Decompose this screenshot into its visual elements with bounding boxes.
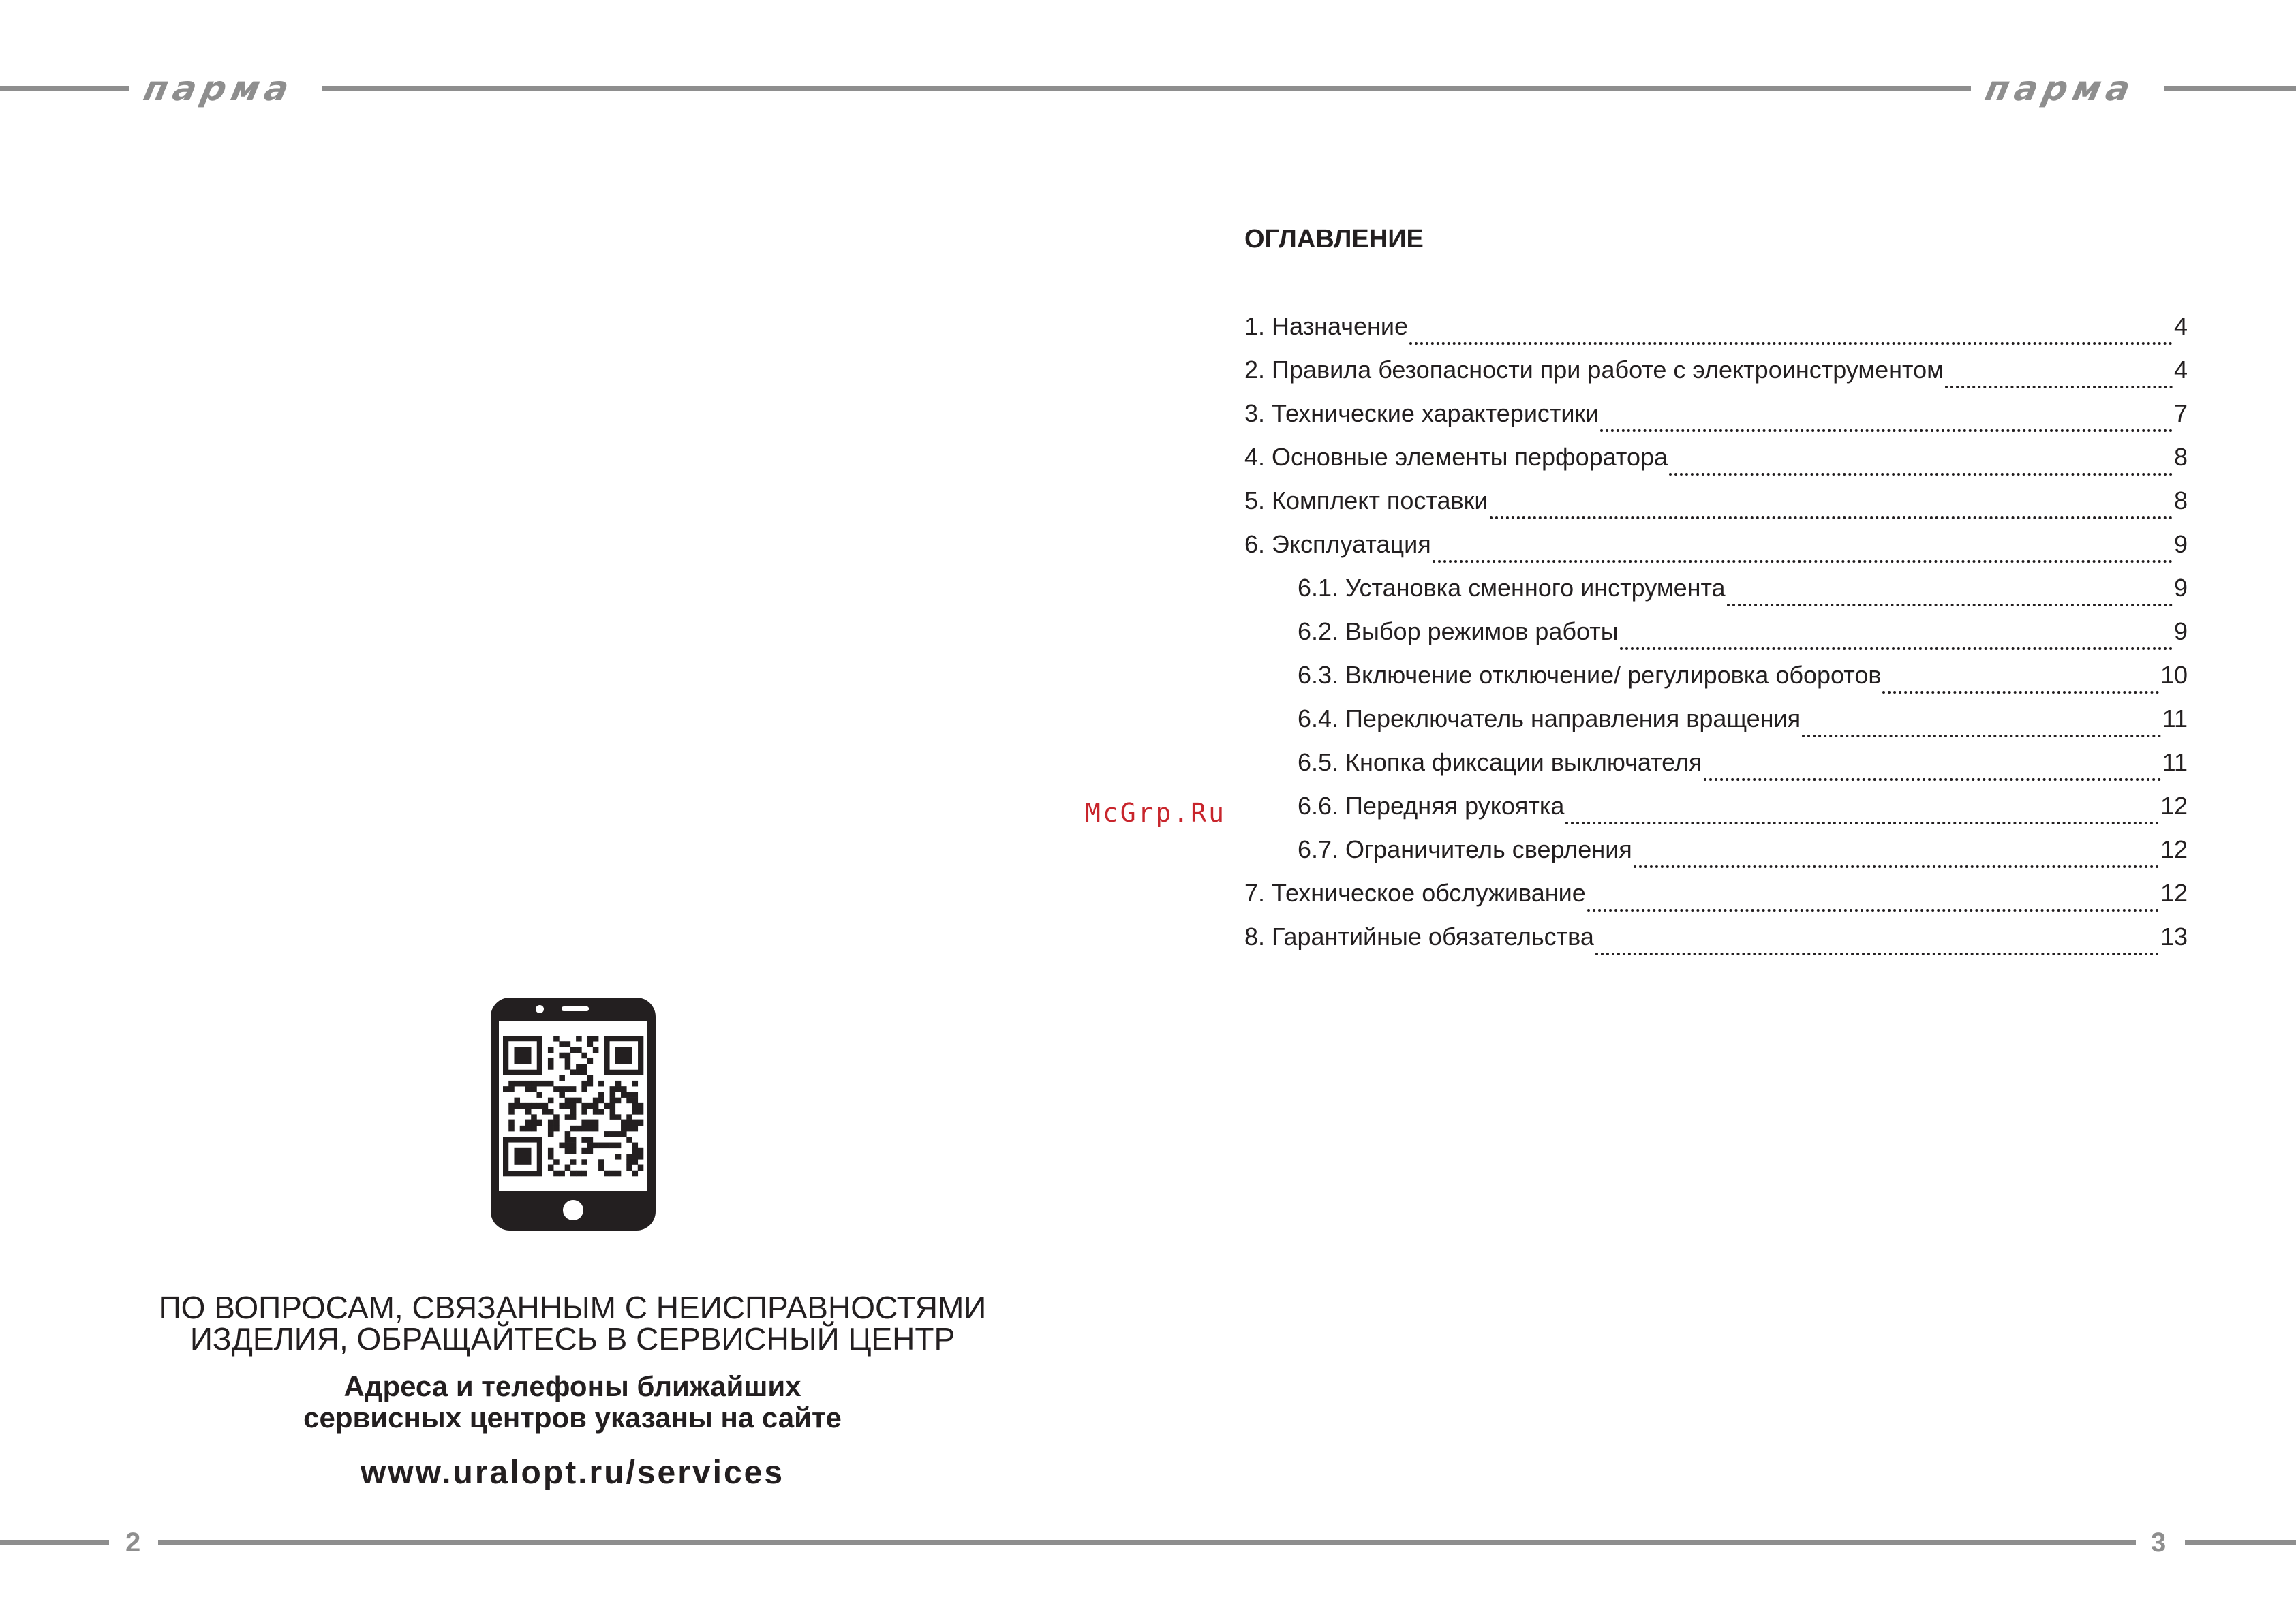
header-rule-left-a — [0, 86, 129, 91]
toc-leader — [1409, 342, 2173, 345]
toc-item-label: 1. Назначение — [1244, 312, 1409, 340]
service-address-note — [136, 1371, 1009, 1434]
toc-leader — [1587, 909, 2159, 912]
toc-item-label: 6.1. Установка сменного инструмента — [1298, 574, 1726, 602]
toc-subitem[interactable] — [1244, 745, 2188, 789]
toc-item-page: 4 — [2173, 312, 2188, 340]
toc-item[interactable] — [1244, 484, 2188, 527]
toc-item[interactable] — [1244, 920, 2188, 963]
toc-item-label: 6.7. Ограничитель сверления — [1298, 835, 1632, 863]
toc-subitem[interactable] — [1244, 571, 2188, 615]
service-notice — [136, 1292, 1009, 1355]
toc-item-page: 9 — [2173, 530, 2188, 558]
service-address-line: сервисных центров указаны на сайте — [303, 1402, 842, 1434]
toc-leader — [1802, 735, 2160, 737]
service-url-link[interactable]: www.uralopt.ru/services — [360, 1455, 785, 1491]
toc-item-label: 6.5. Кнопка фиксации выключателя — [1298, 748, 1702, 776]
toc-item-label: 3. Технические характеристики — [1244, 399, 1599, 427]
toc-item-page: 8 — [2173, 443, 2188, 471]
toc-subitem[interactable] — [1244, 658, 2188, 702]
toc-item-label: 6. Эксплуатация — [1244, 530, 1431, 558]
service-notice-line: ПО ВОПРОСАМ, СВЯЗАННЫМ С НЕИСПРАВНОСТЯМИ — [158, 1290, 987, 1325]
toc-item-page: 12 — [2160, 835, 2188, 863]
toc-item[interactable] — [1244, 876, 2188, 920]
toc-item-label: 6.4. Переключатель направления вращения — [1298, 705, 1801, 732]
toc-item-label: 6.6. Передняя рукоятка — [1298, 792, 1565, 820]
toc-item-label: 2. Правила безопасности при работе с электроинструментом — [1244, 356, 1944, 384]
toc-item-page: 4 — [2173, 356, 2188, 384]
page-number-left: 2 — [125, 1528, 141, 1558]
toc-subitem[interactable] — [1244, 615, 2188, 658]
toc-item-label: 5. Комплект поставки — [1244, 486, 1488, 514]
watermark-text: McGrp.Ru — [1085, 798, 1227, 828]
toc-leader — [1565, 822, 2159, 824]
brand-logo-left: парма — [140, 69, 298, 108]
toc-leader — [1600, 429, 2173, 432]
page-number-right: 3 — [2151, 1528, 2167, 1558]
brand-logo-right: парма — [1981, 69, 2139, 108]
toc-item-label: 8. Гарантийные обязательства — [1244, 923, 1594, 950]
toc-item-label: 6.2. Выбор режимов работы — [1298, 617, 1619, 645]
toc-leader — [1595, 953, 2159, 955]
toc-item[interactable] — [1244, 353, 2188, 397]
toc-leader — [1882, 691, 2158, 694]
toc-item[interactable] — [1244, 397, 2188, 440]
toc-leader — [1945, 386, 2173, 388]
toc-item-page: 9 — [2173, 617, 2188, 645]
toc-item-label: 6.3. Включение отключение/ регулировка оборотов — [1298, 661, 1882, 689]
toc-item-page: 7 — [2173, 399, 2188, 427]
toc-leader — [1433, 560, 2173, 563]
toc-item-page: 12 — [2160, 879, 2188, 907]
toc-subitem[interactable] — [1244, 789, 2188, 833]
toc-item[interactable] — [1244, 440, 2188, 484]
toc-item-label: 7. Техническое обслуживание — [1244, 879, 1586, 907]
toc-item-page: 11 — [2162, 748, 2188, 776]
toc-leader — [1620, 647, 2173, 650]
toc-item-page: 9 — [2173, 574, 2188, 602]
toc-leader — [1727, 604, 2173, 606]
toc-leader — [1669, 473, 2173, 476]
toc-item[interactable] — [1244, 309, 2188, 353]
toc-leader — [1704, 778, 2161, 781]
toc-leader — [1490, 516, 2173, 519]
toc-item-page: 8 — [2173, 486, 2188, 514]
toc-subitem[interactable] — [1244, 702, 2188, 745]
header-rule-right — [2164, 86, 2296, 91]
toc-leader — [1634, 865, 2159, 868]
header-rule-left-b — [322, 86, 1971, 91]
toc-item-label: 4. Основные элементы перфоратора — [1244, 443, 1668, 471]
toc-item-page: 10 — [2160, 661, 2188, 689]
toc-item-page: 12 — [2160, 792, 2188, 820]
smartphone-icon — [488, 995, 658, 1233]
footer-rule-right — [2185, 1540, 2296, 1545]
toc-item-page: 11 — [2162, 705, 2188, 732]
toc-item-page: 13 — [2160, 923, 2188, 950]
toc-item[interactable] — [1244, 527, 2188, 571]
toc-subitem[interactable] — [1244, 833, 2188, 876]
footer-rule-left — [0, 1540, 109, 1545]
toc-list — [1244, 309, 2188, 963]
service-notice-line: ИЗДЕЛИЯ, ОБРАЩАЙТЕСЬ В СЕРВИСНЫЙ ЦЕНТР — [189, 1321, 955, 1357]
footer-rule-middle — [158, 1540, 2136, 1545]
service-address-line: Адреса и телефоны ближайших — [343, 1370, 801, 1402]
toc-title: ОГЛАВЛЕНИЕ — [1244, 225, 1424, 253]
